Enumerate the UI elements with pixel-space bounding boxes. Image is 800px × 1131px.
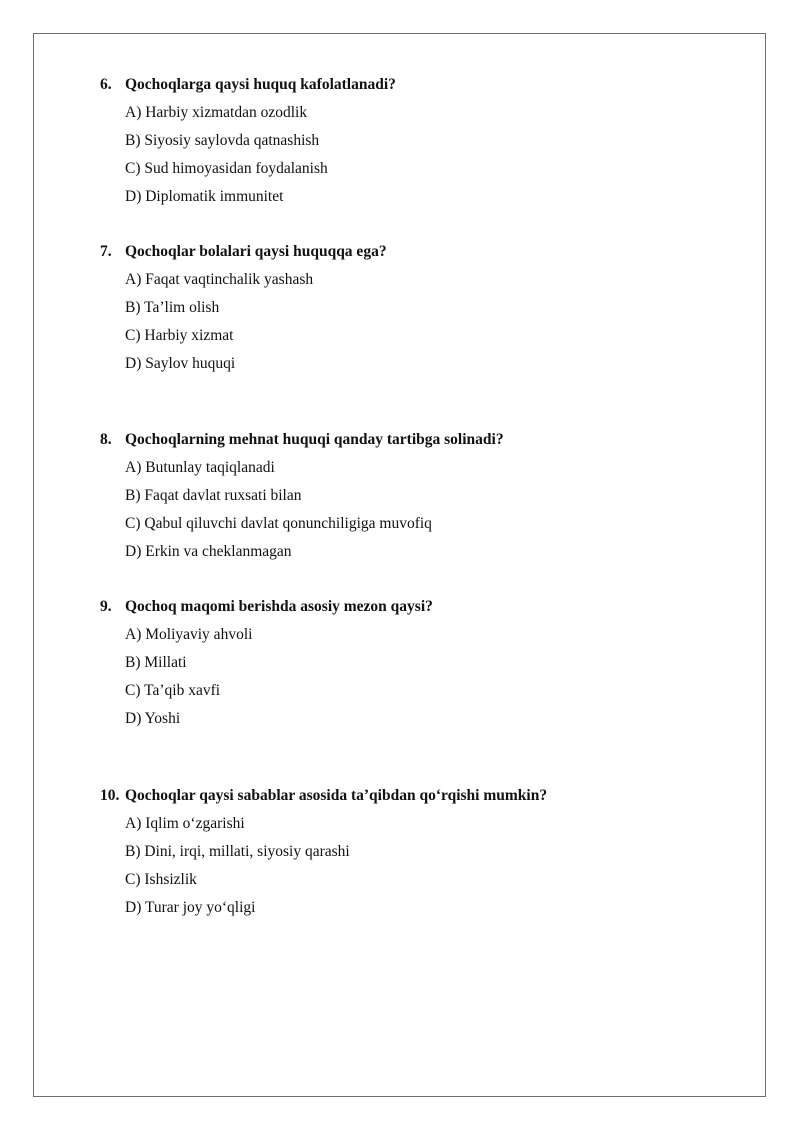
answer-options	[0, 622, 800, 734]
question-text: Qochoqlarga qaysi huquq kafolatlanadi?	[125, 76, 396, 93]
answer-option-c: C) Qabul qiluvchi davlat qonunchiligiga muvofiq	[125, 515, 432, 532]
answer-option-c: C) Sud himoyasidan foydalanish	[125, 160, 328, 177]
question-text: Qochoqlarning mehnat huquqi qanday tartibga solinadi?	[125, 431, 504, 448]
question-text: Qochoqlar qaysi sabablar asosida ta’qibdan qo‘rqishi mumkin?	[125, 787, 548, 804]
answer-option-c: C) Ta’qib xavfi	[125, 682, 221, 699]
answer-option-d: D) Erkin va cheklanmagan	[125, 543, 292, 560]
question-8	[0, 427, 800, 567]
question-number: 6.	[100, 76, 112, 93]
question-heading	[0, 72, 800, 100]
answer-option-b: B) Millati	[125, 654, 187, 671]
question-heading	[0, 783, 800, 811]
answer-option-a: A) Harbiy xizmatdan ozodlik	[125, 104, 308, 121]
answer-option-b: B) Ta’lim olish	[125, 299, 220, 316]
answer-options	[0, 811, 800, 923]
answer-option-d: D) Yoshi	[125, 710, 181, 727]
answer-option-a: A) Iqlim o‘zgarishi	[125, 815, 245, 832]
answer-option-b: B) Siyosiy saylovda qatnashish	[125, 132, 320, 149]
question-7	[0, 239, 800, 379]
answer-options	[0, 455, 800, 567]
answer-option-c: C) Harbiy xizmat	[125, 327, 234, 344]
question-heading	[0, 239, 800, 267]
question-6	[0, 72, 800, 212]
question-10	[0, 783, 800, 923]
answer-option-a: A) Moliyaviy ahvoli	[125, 626, 253, 643]
question-number: 8.	[100, 431, 112, 448]
answer-option-a: A) Butunlay taqiqlanadi	[125, 459, 275, 476]
question-number: 9.	[100, 598, 112, 615]
answer-option-d: D) Diplomatik immunitet	[125, 188, 284, 205]
question-heading	[0, 594, 800, 622]
answer-options	[0, 267, 800, 379]
answer-option-d: D) Saylov huquqi	[125, 355, 236, 372]
question-9	[0, 594, 800, 734]
answer-option-c: C) Ishsizlik	[125, 871, 197, 888]
answer-option-b: B) Dini, irqi, millati, siyosiy qarashi	[125, 843, 350, 860]
question-text: Qochoqlar bolalari qaysi huquqqa ega?	[125, 243, 387, 260]
answer-option-b: B) Faqat davlat ruxsati bilan	[125, 487, 302, 504]
question-heading	[0, 427, 800, 455]
question-text: Qochoq maqomi berishda asosiy mezon qaysi?	[125, 598, 433, 615]
question-number: 10.	[100, 787, 120, 804]
answer-options	[0, 100, 800, 212]
answer-option-a: A) Faqat vaqtinchalik yashash	[125, 271, 314, 288]
question-number: 7.	[100, 243, 112, 260]
answer-option-d: D) Turar joy yo‘qligi	[125, 899, 256, 916]
